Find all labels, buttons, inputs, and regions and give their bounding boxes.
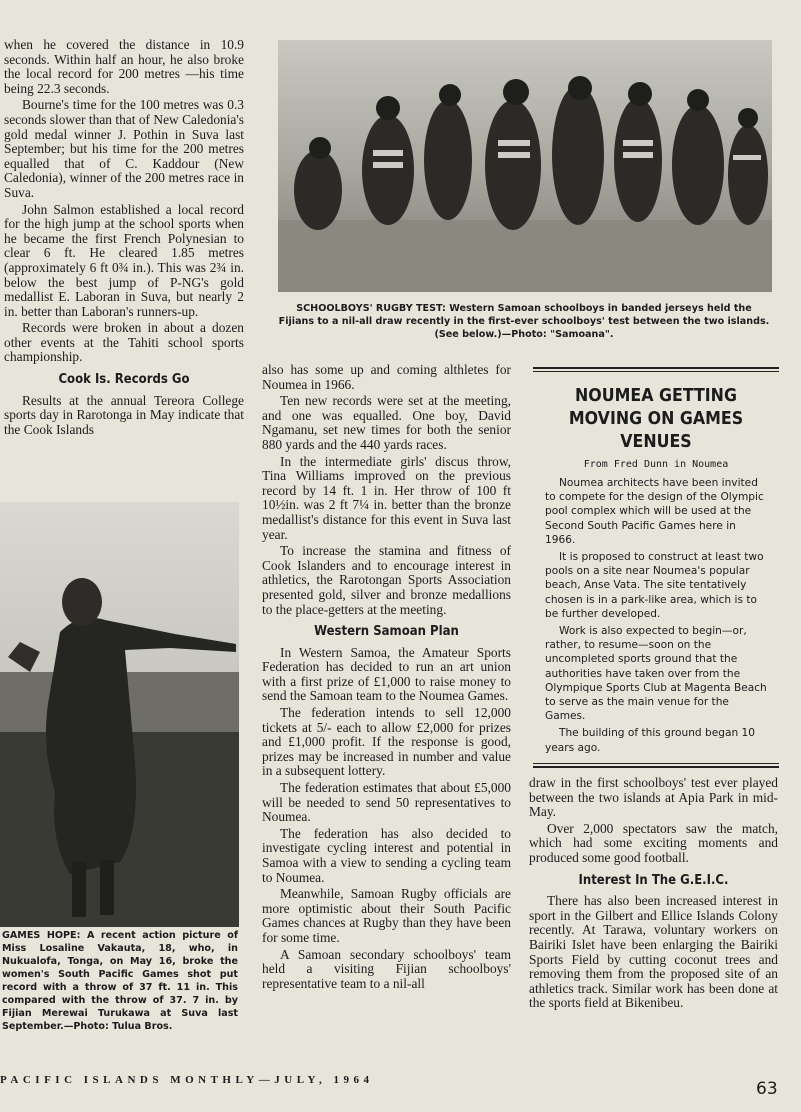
paragraph: Bourne's time for the 100 metres was 0.3 seconds slower than that of New Caledonia's gold medal winner J. Pothin in Suva last September; but his time for the 200 metres equalled that of C. Kaddour (New Caledonia), winner of the 200 metres race in Suva.: [4, 97, 244, 200]
section-heading: Western Samoan Plan: [314, 624, 459, 640]
paragraph: In the intermediate girls' discus throw, Tina Williams improved on the previous record by 14 ft. 1 in. Her throw of 100 ft 10½in. was 2 ft 7¼ in. better than the bronze medallist's distance for this event in Suva last year.: [262, 453, 511, 542]
paragraph: draw in the first schoolboys' test ever played between the two islands at Apia Park in mid-May.: [529, 775, 778, 820]
paragraph: Work is also expected to begin—or, rather, to resume—soon on the uncompleted sports ground that the authorities have taken over from the Olympique Sports Club at Magenta Beach to serve as the main venue for the Games.: [545, 625, 767, 723]
paragraph: when he covered the distance in 10.9 seconds. Within half an hour, he also broke the local record for 200 metres —his time being 22.3 seconds.: [4, 37, 244, 96]
byline: From Fred Dunn in Noumea: [583, 459, 729, 470]
paragraph: John Salmon established a local record for the high jump at the school sports when he became the first French Polynesian to clear 6 ft. He cleared 1.85 metres (approximately 6 ft 0¾ in.). This was 2¾ in. below the best jump of P-NG's gold medallist E. Laboran in Suva, but nearly 2 in. better than Laboran's runners-up.: [4, 201, 244, 319]
paragraph: To increase the stamina and fitness of Cook Islanders and to encourage interest in athletics, the Rarotongan Sports Association presented gold, silver and bronze medallions to the place-getters at the meeting.: [262, 543, 511, 617]
box-title: NOUMEA GETTING MOVING ON GAMES VENUES: [568, 385, 744, 452]
section-heading: Interest In The G.E.I.C.: [578, 872, 729, 888]
rugby-photo: [278, 40, 772, 292]
games-hope-photo: [0, 502, 239, 927]
paragraph: The federation has also decided to investigate cycling interest and potential in Samoa with a view to sending a cycling team to Noumea.: [262, 825, 511, 885]
box-bottom-rule: [533, 763, 779, 768]
box-top-rule: [533, 367, 779, 372]
games-hope-caption: [2, 929, 238, 1033]
paragraph: In Western Samoa, the Amateur Sports Federation has decided to run an art union with a first prize of £1,000 to raise money to send the Samoan team to the Noumea Games.: [262, 644, 511, 704]
paragraph: The federation estimates that about £5,000 will be needed to send 50 representatives to Noumea.: [262, 780, 511, 825]
paragraph: Noumea architects have been invited to compete for the design of the Olympic pool complex which will be used at the Second South Pacific Games here in 1966.: [545, 477, 764, 546]
publication-footer: PACIFIC ISLANDS MONTHLY—JULY, 1964: [0, 1074, 374, 1086]
section-heading: Cook Is. Records Go: [58, 372, 190, 388]
paragraph: Records were broken in about a dozen other events at the Tahiti school sports championship.: [4, 320, 244, 365]
athlete-figure: [0, 502, 239, 927]
paragraph: Ten new records were set at the meeting, and one was equalled. One boy, David Ngamanu, set new times for both the senior 880 yards and the 440 yards races.: [262, 393, 511, 452]
left-column: [4, 38, 244, 439]
rugby-caption: [278, 302, 770, 341]
paragraph: Results at the annual Tereora College sports day in Rarotonga in May indicate that the Cook Islands: [4, 392, 244, 437]
caption-text: GAMES HOPE: A recent action picture of Miss Losaline Vakauta, 18, who, in Nukualofa, Tonga, on May 16, broke the women's South Pacific Games shot put record with a throw of 37 ft. 11 in. This compared with the throw of 37. 7 in. by Fijian Merewai Turukawa at Suva last September.—Photo: Tulua Bros.: [2, 930, 238, 1032]
paragraph: It is proposed to construct at least two pools on a site near Noumea's popular beach, Anse Vata. The site tentatively chosen is in a park-like area, which is to be further developed.: [545, 551, 764, 620]
paragraph: Over 2,000 spectators saw the match, which had some exciting moments and produced some good football.: [529, 820, 778, 865]
paragraph: also has some up and coming althletes for Noumea in 1966.: [262, 362, 511, 392]
page-number: 63: [756, 1079, 778, 1099]
right-column: [529, 776, 778, 1013]
paragraph: Meanwhile, Samoan Rugby officials are more optimistic about their South Pacific Games chances at Rugby than they have been for some time.: [262, 886, 511, 945]
caption-text: SCHOOLBOYS' RUGBY TEST: Western Samoan schoolboys in banded jerseys held the Fijians to a nil-all draw recently in the first-ever schoolboys' test between the two islands. (See below.)—Photo: "Samoana".: [278, 303, 770, 340]
paragraph: There has also been increased interest in sport in the Gilbert and Ellice Islands Colony recently. At Tarawa, voluntary workers on Bairiki Islet have been enlarging the Bairiki Sports Field by cutting coconut trees and removing them from the proposed site of an athletics track. Similar work has been done at the sports field at Bikenibeu.: [529, 893, 778, 1011]
paragraph: The building of this ground began 10 years ago.: [545, 727, 756, 754]
paragraph: A Samoan secondary schoolboys' team held a visiting Fijian schoolboys' representative team to a nil-all: [262, 946, 511, 991]
noumea-box: [533, 367, 779, 768]
middle-column: [262, 363, 511, 993]
paragraph: The federation intends to sell 12,000 tickets at 5/- each to allow £2,000 for prizes and £1,000 profit. If the response is good, prizes may be increased in number and value in a subsequent lottery.: [262, 705, 511, 779]
box-text: [533, 476, 779, 755]
rugby-players-image: [278, 40, 772, 292]
